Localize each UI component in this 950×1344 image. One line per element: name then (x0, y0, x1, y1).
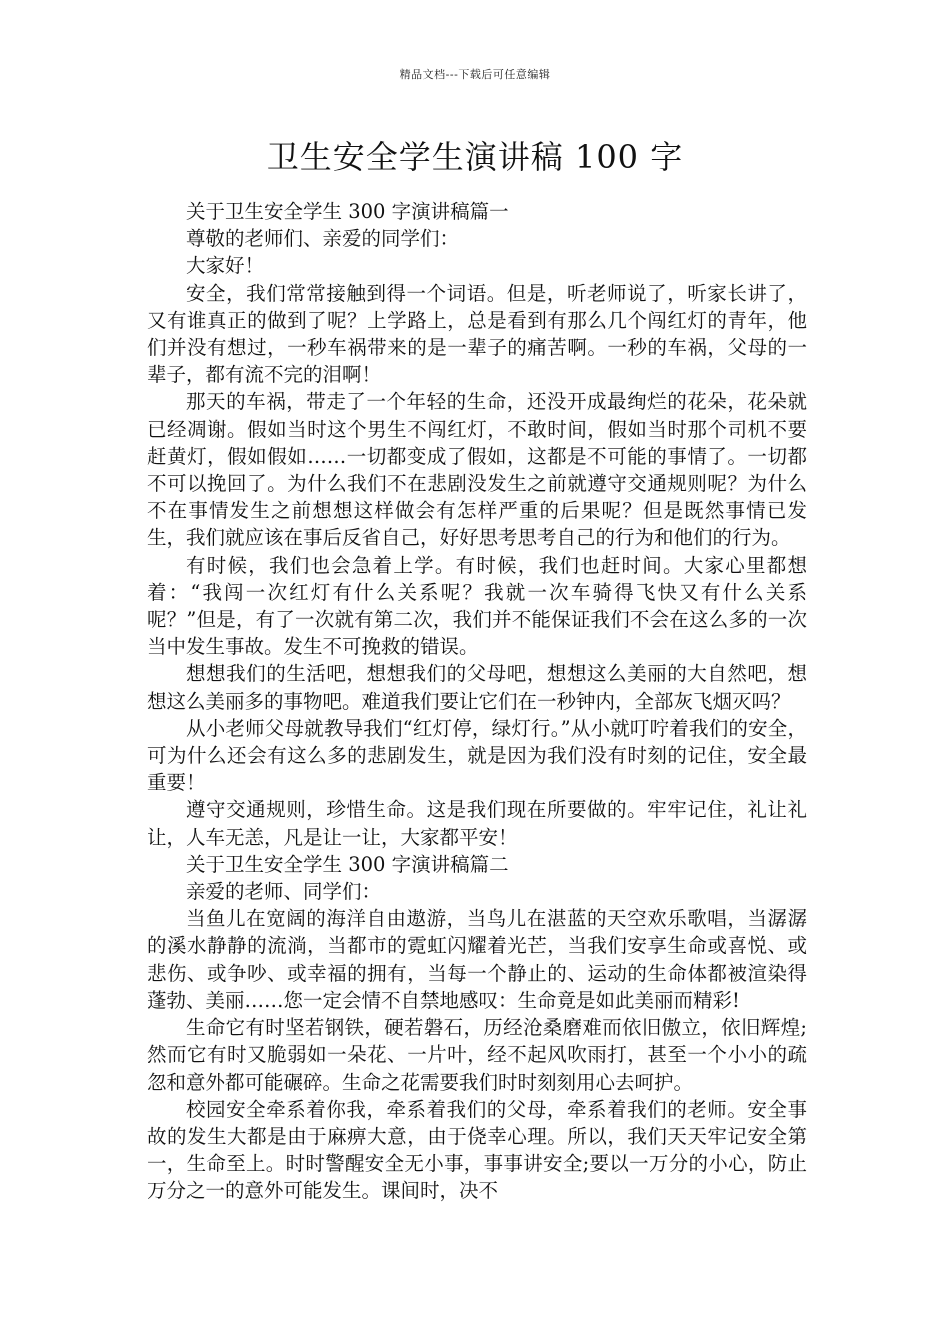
header-note: 精品文档---下载后可任意编辑 (399, 68, 551, 81)
paragraph: 亲爱的老师、同学们： (186, 880, 382, 904)
paragraph: 校园安全牵系着你我，牵系着我们的父母，牵系着我们的老师。安全事故的发生大都是由于麻痹大意，由于侥幸心理。所以，我们天天牢记安全第一，生命至上。时时警醒安全无小事，事事讲安全;要以一万分的小心，防止万分之一的意外可能发生。课间时，决不 (147, 1097, 807, 1203)
paragraph: 遵守交通规则，珍惜生命。这是我们现在所要做的。牢牢记住，礼让礼让，人车无恙，凡是让一让，大家都平安！ (147, 798, 807, 849)
paragraph: 尊敬的老师们、亲爱的同学们： (186, 227, 460, 251)
paragraph: 安全，我们常常接触到得一个词语。但是，听老师说了，听家长讲了，又有谁真正的做到了呢？上学路上，总是看到有那么几个闯红灯的青年，他们并没有想过，一秒车祸带来的是一辈子的痛苦啊。一秒的车祸，父母的一辈子，都有流不完的泪啊！ (147, 281, 807, 387)
paragraph: 生命它有时坚若钢铁，硬若磐石，历经沧桑磨难而依旧傲立，依旧辉煌;然而它有时又脆弱如一朵花、一片叶，经不起风吹雨打，甚至一个小小的疏忽和意外都可能碾碎。生命之花需要我们时时刻刻用心去呵护。 (147, 1016, 807, 1094)
document-body (147, 198, 807, 1205)
paragraph: 关于卫生安全学生 300 字演讲稿篇一 (186, 200, 509, 223)
paragraph: 从小老师父母就教导我们“红灯停，绿灯行。”从小就叮咛着我们的安全，可为什么还会有这么多的悲剧发生，就是因为我们没有时刻的记住，安全最重要！ (147, 716, 807, 795)
paragraph: 有时候，我们也会急着上学。有时候，我们也赶时间。大家心里都想着：“我闯一次红灯有什么关系呢？我就一次车骑得飞快又有什么关系呢？”但是，有了一次就有第二次，我们并不能保证我们不会在这么多的一次当中发生事故。发生不可挽救的错误。 (147, 553, 807, 659)
document-title: 卫生安全学生演讲稿 100 字 (266, 138, 684, 176)
paragraph: 当鱼儿在宽阔的海洋自由遨游，当鸟儿在湛蓝的天空欢乐歌唱，当潺潺的溪水静静的流淌，当都市的霓虹闪耀着光芒，当我们安享生命或喜悦、或悲伤、或争吵、或幸福的拥有，当每一个静止的、运动的生命体都被渲染得蓬勃、美丽……您一定会情不自禁地感叹：生命竟是如此美丽而精彩! (147, 907, 807, 1012)
paragraph: 关于卫生安全学生 300 字演讲稿篇二 (186, 852, 509, 876)
paragraph: 想想我们的生活吧，想想我们的父母吧，想想这么美丽的大自然吧，想想这么美丽多的事物吧。难道我们要让它们在一秒钟内，全部灰飞烟灭吗？ (147, 662, 807, 713)
paragraph: 大家好！ (186, 254, 265, 278)
paragraph: 那天的车祸，带走了一个年轻的生命，还没开成最绚烂的花朵，花朵就已经凋谢。假如当时这个男生不闯红灯，不敢时间，假如当时那个司机不要赶黄灯，假如假如……一切都变成了假如，这都是不可能的事情了。一切都不可以挽回了。为什么我们不在悲剧没发生之前就遵守交通规则呢？为什么不在事情发生之前想想这样做会有怎样严重的后果呢？但是既然事情已发生，我们就应该在事后反省自己，好好思考思考自己的行为和他们的行为。 (147, 390, 807, 550)
